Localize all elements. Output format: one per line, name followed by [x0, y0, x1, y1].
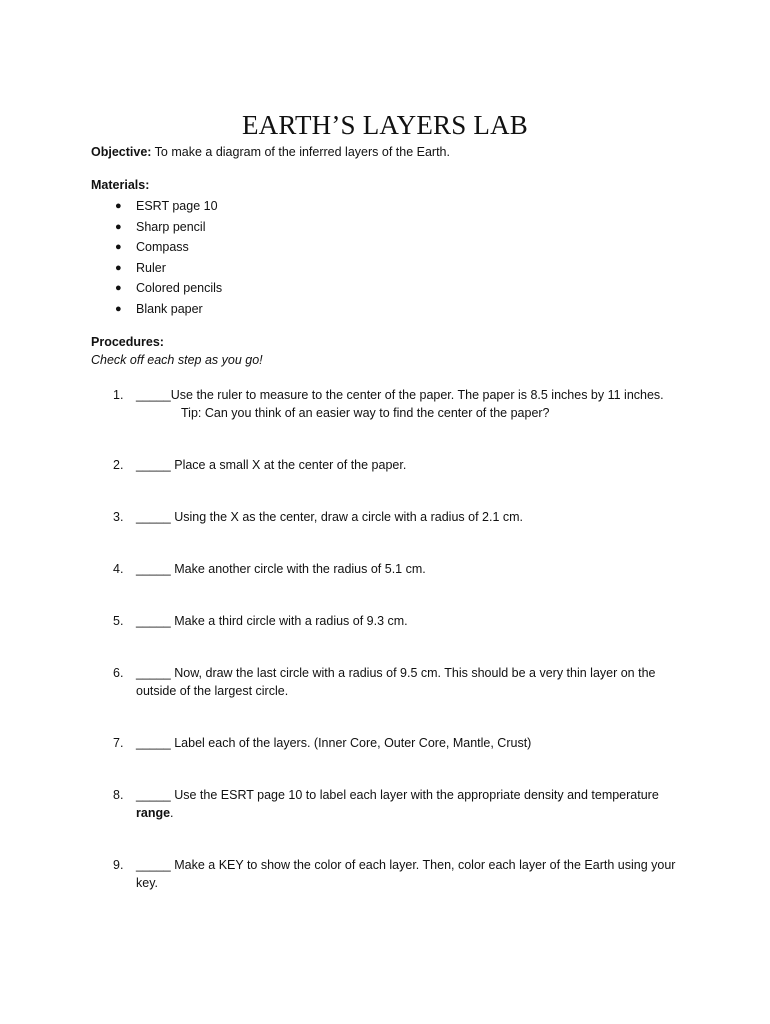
page-title: EARTH’S LAYERS LAB: [241, 110, 528, 141]
procedure-step-2: [91, 456, 691, 474]
step-text: _____ Label each of the layers. (Inner Core, Outer Core, Mantle, Crust): [136, 736, 532, 750]
list-item: ● Compass: [115, 240, 189, 255]
step-text: _____ Using the X as the center, draw a circle with a radius of 2.1 cm.: [136, 510, 524, 524]
procedure-step-4: [91, 560, 691, 578]
step-number: 9.: [113, 858, 124, 872]
step-number: 7.: [113, 736, 124, 750]
procedures-heading: Procedures:: [91, 335, 164, 349]
step-number: 8.: [113, 788, 124, 802]
step-text: _____ Now, draw the last circle with a radius of 9.5 cm. This should be a very thin layer on the outside of the largest circle.: [136, 666, 656, 698]
step-text: _____ Make a third circle with a radius of 9.3 cm.: [136, 614, 408, 628]
step-text: _____ Use the ESRT page 10 to label each layer with the appropriate density and temperature range.: [136, 788, 659, 820]
procedure-step-1: [91, 386, 691, 422]
step-tip: Tip: Can you think of an easier way to find the center of the paper?: [181, 406, 550, 420]
bullet-icon: ●: [115, 282, 122, 295]
step-emphasis: range: [136, 806, 171, 820]
procedures-note: Check off each step as you go!: [91, 353, 263, 367]
step-text: _____ Place a small X at the center of the paper.: [136, 458, 407, 472]
procedure-step-7: [91, 734, 691, 752]
step-text: _____ Make another circle with the radius of 5.1 cm.: [136, 562, 426, 576]
procedure-step-3: [91, 508, 691, 526]
bullet-icon: ●: [115, 261, 122, 274]
bullet-icon: ●: [115, 220, 122, 233]
objective: [91, 145, 450, 159]
list-item: ● Sharp pencil: [115, 219, 206, 234]
objective-label: Objective:: [91, 145, 152, 159]
step-number: 5.: [113, 614, 124, 628]
objective-text: To make a diagram of the inferred layers of the Earth.: [151, 145, 450, 159]
procedure-step-6: [91, 664, 691, 700]
materials-heading: Materials:: [91, 178, 150, 192]
step-text: _____Use the ruler to measure to the center of the paper. The paper is 8.5 inches by 11 inches.: [136, 388, 664, 402]
list-item: ● Blank paper: [115, 301, 203, 316]
list-item: ● Colored pencils: [115, 281, 223, 296]
bullet-icon: ●: [115, 241, 122, 254]
materials-list: [91, 198, 222, 322]
list-item: ● Ruler: [115, 260, 166, 275]
procedure-step-8: [91, 786, 691, 822]
step-text: _____ Make a KEY to show the color of each layer. Then, color each layer of the Earth using your key.: [136, 858, 676, 890]
step-number: 2.: [113, 458, 124, 472]
step-number: 3.: [113, 510, 124, 524]
list-item: ● ESRT page 10: [115, 199, 218, 213]
bullet-icon: ●: [115, 302, 122, 315]
step-number: 6.: [113, 666, 124, 680]
step-number: 1.: [113, 388, 124, 402]
procedure-step-5: [91, 612, 691, 630]
procedure-step-9: [91, 856, 691, 892]
bullet-icon: ●: [115, 200, 122, 212]
step-number: 4.: [113, 562, 124, 576]
